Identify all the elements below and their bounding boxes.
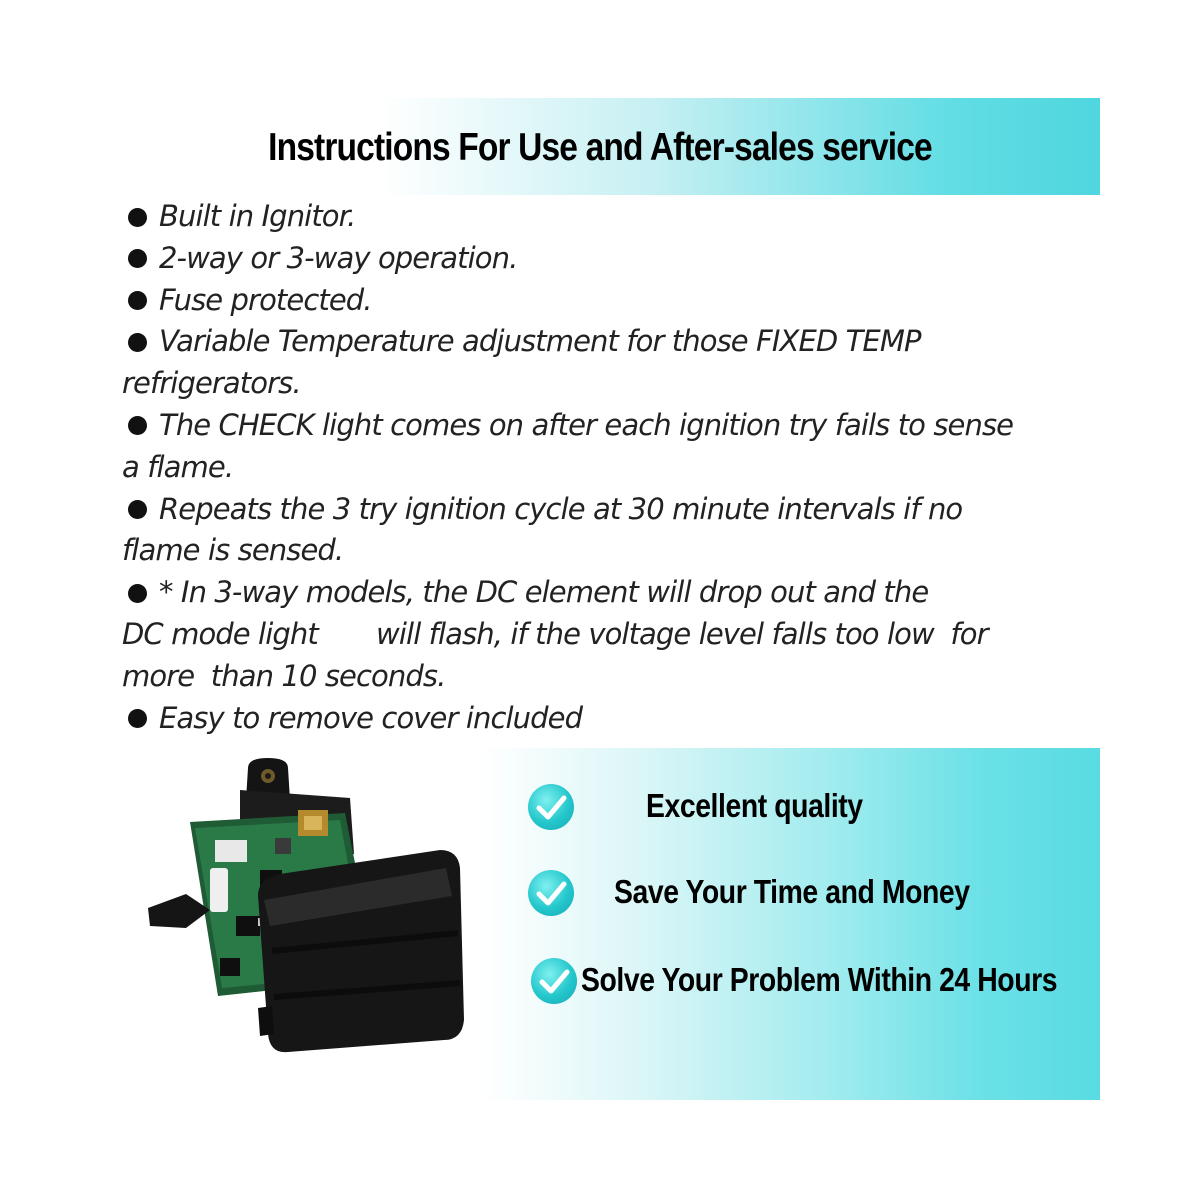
feature-text: The CHECK light comes on after each ignition try fails to sense	[159, 407, 1014, 442]
feature-text: Repeats the 3 try ignition cycle at 30 minute intervals if no	[159, 491, 963, 526]
benefit-text: Solve Your Problem Within 24 Hours	[581, 961, 1058, 998]
bullet-icon	[128, 249, 147, 268]
feature-text: Easy to remove cover included	[159, 700, 583, 735]
bullet-icon	[128, 208, 147, 227]
feature-item	[122, 280, 1082, 322]
benefit-item	[528, 864, 1108, 920]
benefit-text: Save Your Time and Money	[614, 873, 970, 910]
feature-text: 2-way or 3-way operation.	[159, 240, 518, 275]
bullet-icon	[128, 584, 147, 603]
feature-item	[122, 698, 1082, 740]
benefit-item	[528, 778, 1108, 834]
product-image	[140, 758, 480, 1058]
feature-text: Variable Temperature adjustment for those FIXED TEMP	[159, 324, 921, 359]
benefit-item	[528, 952, 1108, 1008]
bullet-icon	[128, 416, 147, 435]
feature-text: more than 10 seconds.	[122, 658, 446, 693]
check-circle-icon	[531, 958, 577, 1004]
feature-continuation	[122, 614, 1082, 656]
bullet-icon	[128, 333, 147, 352]
feature-item	[122, 196, 1082, 238]
feature-text: Built in Ignitor.	[159, 199, 356, 233]
page-title: Instructions For Use and After-sales service	[268, 126, 932, 169]
feature-list	[122, 196, 1082, 739]
feature-text: Fuse protected.	[159, 282, 372, 317]
feature-item	[122, 238, 1082, 280]
feature-text: DC mode light will flash, if the voltage level falls too low for	[122, 616, 988, 651]
check-circle-icon	[528, 784, 574, 830]
feature-item	[122, 572, 1082, 614]
feature-text: refrigerators.	[122, 366, 301, 401]
feature-text: * In 3-way models, the DC element will drop out and the	[159, 575, 929, 610]
bullet-icon	[128, 291, 147, 310]
feature-item	[122, 489, 1082, 531]
feature-continuation	[122, 530, 1082, 572]
feature-item	[122, 405, 1082, 447]
feature-text: a flame.	[122, 449, 234, 484]
feature-continuation	[122, 363, 1082, 405]
feature-continuation	[122, 447, 1082, 489]
benefit-text: Excellent quality	[646, 787, 863, 824]
feature-text: flame is sensed.	[122, 533, 344, 568]
feature-continuation	[122, 656, 1082, 698]
bullet-icon	[128, 709, 147, 728]
check-circle-icon	[528, 870, 574, 916]
feature-item	[122, 321, 1082, 363]
bullet-icon	[128, 500, 147, 519]
